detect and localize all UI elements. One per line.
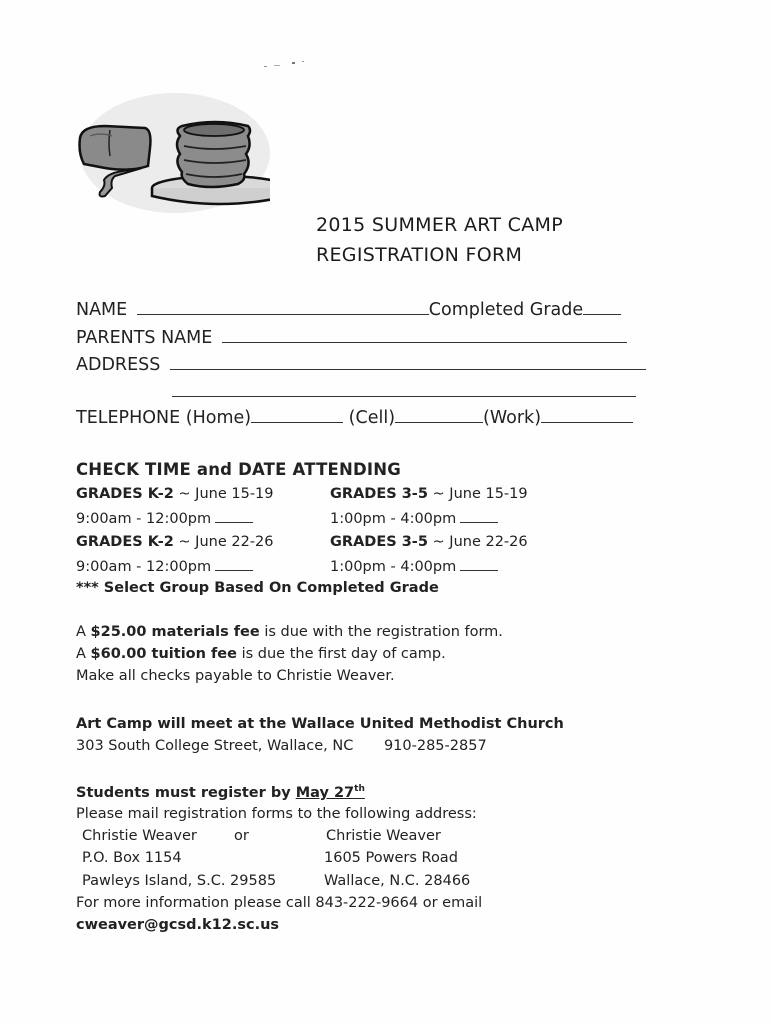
home-phone-input[interactable] [251, 408, 343, 423]
or-label: or [234, 828, 249, 844]
cell-label: (Cell) [348, 408, 396, 428]
session-35-june15-time [330, 510, 498, 527]
session-k2-june22-time [76, 558, 253, 575]
location-address-line [76, 738, 487, 754]
completed-grade-input[interactable] [583, 300, 621, 315]
deadline-date [296, 785, 365, 801]
deadline-date-suffix: th [354, 784, 365, 794]
address-line2-input[interactable] [172, 382, 636, 397]
contact-email[interactable]: cweaver@gcsd.k12.sc.us [76, 917, 280, 933]
deadline-line [76, 784, 365, 801]
parents-name-input[interactable] [222, 328, 627, 343]
session-time: 9:00am - 12:00pm [76, 559, 212, 575]
address-b-city: Wallace, N.C. 28466 [324, 873, 471, 889]
session-k2-june15-title [76, 486, 274, 502]
name-row [76, 300, 621, 320]
address-input[interactable] [170, 355, 646, 370]
location-address: 303 South College Street, Wallace, NC [76, 738, 354, 754]
session-time: 9:00am - 12:00pm [76, 511, 212, 527]
session-35-june22-time [330, 558, 498, 575]
address-a-name: Christie Weaver [82, 828, 197, 844]
name-label: NAME [76, 300, 128, 320]
telephone-home-label: TELEPHONE (Home) [76, 408, 252, 428]
scan-specks [262, 58, 322, 72]
pottery-clay-and-wheel-icon [70, 88, 270, 228]
materials-fee-line [76, 624, 503, 640]
address-label: ADDRESS [76, 355, 161, 375]
mail-instruction: Please mail registration forms to the following address: [76, 806, 477, 822]
work-label: (Work) [483, 408, 542, 428]
session-k2-june22-checkbox[interactable] [215, 558, 253, 571]
telephone-row [76, 408, 633, 428]
session-dates: ~ June 15-19 [432, 486, 528, 502]
parents-name-label: PARENTS NAME [76, 328, 213, 348]
address-b-street: 1605 Powers Road [324, 850, 458, 866]
tuition-fee-amount: $60.00 tuition fee [90, 646, 237, 662]
fee-prefix: A [76, 646, 91, 662]
parents-name-row [76, 328, 627, 348]
schedule-heading: CHECK TIME and DATE ATTENDING [76, 460, 401, 479]
fee-prefix: A [76, 624, 91, 640]
completed-grade-label: Completed Grade [428, 300, 584, 320]
session-dates: ~ June 22-26 [178, 534, 274, 550]
address-row [76, 355, 646, 375]
address-line2-row [172, 382, 636, 402]
form-title [316, 210, 563, 270]
session-grades: GRADES K-2 [76, 534, 174, 550]
session-grades: GRADES 3-5 [330, 486, 428, 502]
title-line-1: 2015 SUMMER ART CAMP [316, 214, 563, 236]
session-35-june15-title [330, 486, 528, 502]
address-b-name: Christie Weaver [326, 828, 441, 844]
checks-payable-line: Make all checks payable to Christie Weaver. [76, 668, 395, 684]
deadline-date-text: May 27 [295, 784, 355, 801]
name-input[interactable] [137, 300, 429, 315]
materials-fee-amount: $25.00 materials fee [90, 624, 260, 640]
title-line-2: REGISTRATION FORM [316, 244, 523, 266]
location-phone: 910-285-2857 [383, 738, 487, 754]
session-35-june15-checkbox[interactable] [460, 510, 498, 523]
session-dates: ~ June 15-19 [178, 486, 274, 502]
address-a-city: Pawleys Island, S.C. 29585 [82, 873, 277, 889]
session-dates: ~ June 22-26 [432, 534, 528, 550]
work-phone-input[interactable] [541, 408, 633, 423]
tuition-fee-line [76, 646, 446, 662]
session-time: 1:00pm - 4:00pm [330, 511, 457, 527]
address-a-street: P.O. Box 1154 [82, 850, 182, 866]
fee-text: is due the first day of camp. [236, 646, 446, 662]
session-35-june22-checkbox[interactable] [460, 558, 498, 571]
session-35-june22-title [330, 534, 528, 550]
location-line: Art Camp will meet at the Wallace United Methodist Church [76, 716, 564, 732]
session-k2-june22-title [76, 534, 274, 550]
schedule-note: *** Select Group Based On Completed Grade [76, 580, 439, 596]
info-line: For more information please call 843-222-9664 or email [76, 895, 483, 911]
cell-phone-input[interactable] [395, 408, 483, 423]
deadline-prefix: Students must register by [76, 784, 296, 801]
session-grades: GRADES K-2 [76, 486, 174, 502]
session-k2-june15-time [76, 510, 253, 527]
session-time: 1:00pm - 4:00pm [330, 559, 457, 575]
session-grades: GRADES 3-5 [330, 534, 428, 550]
session-k2-june15-checkbox[interactable] [215, 510, 253, 523]
fee-text: is due with the registration form. [259, 624, 503, 640]
